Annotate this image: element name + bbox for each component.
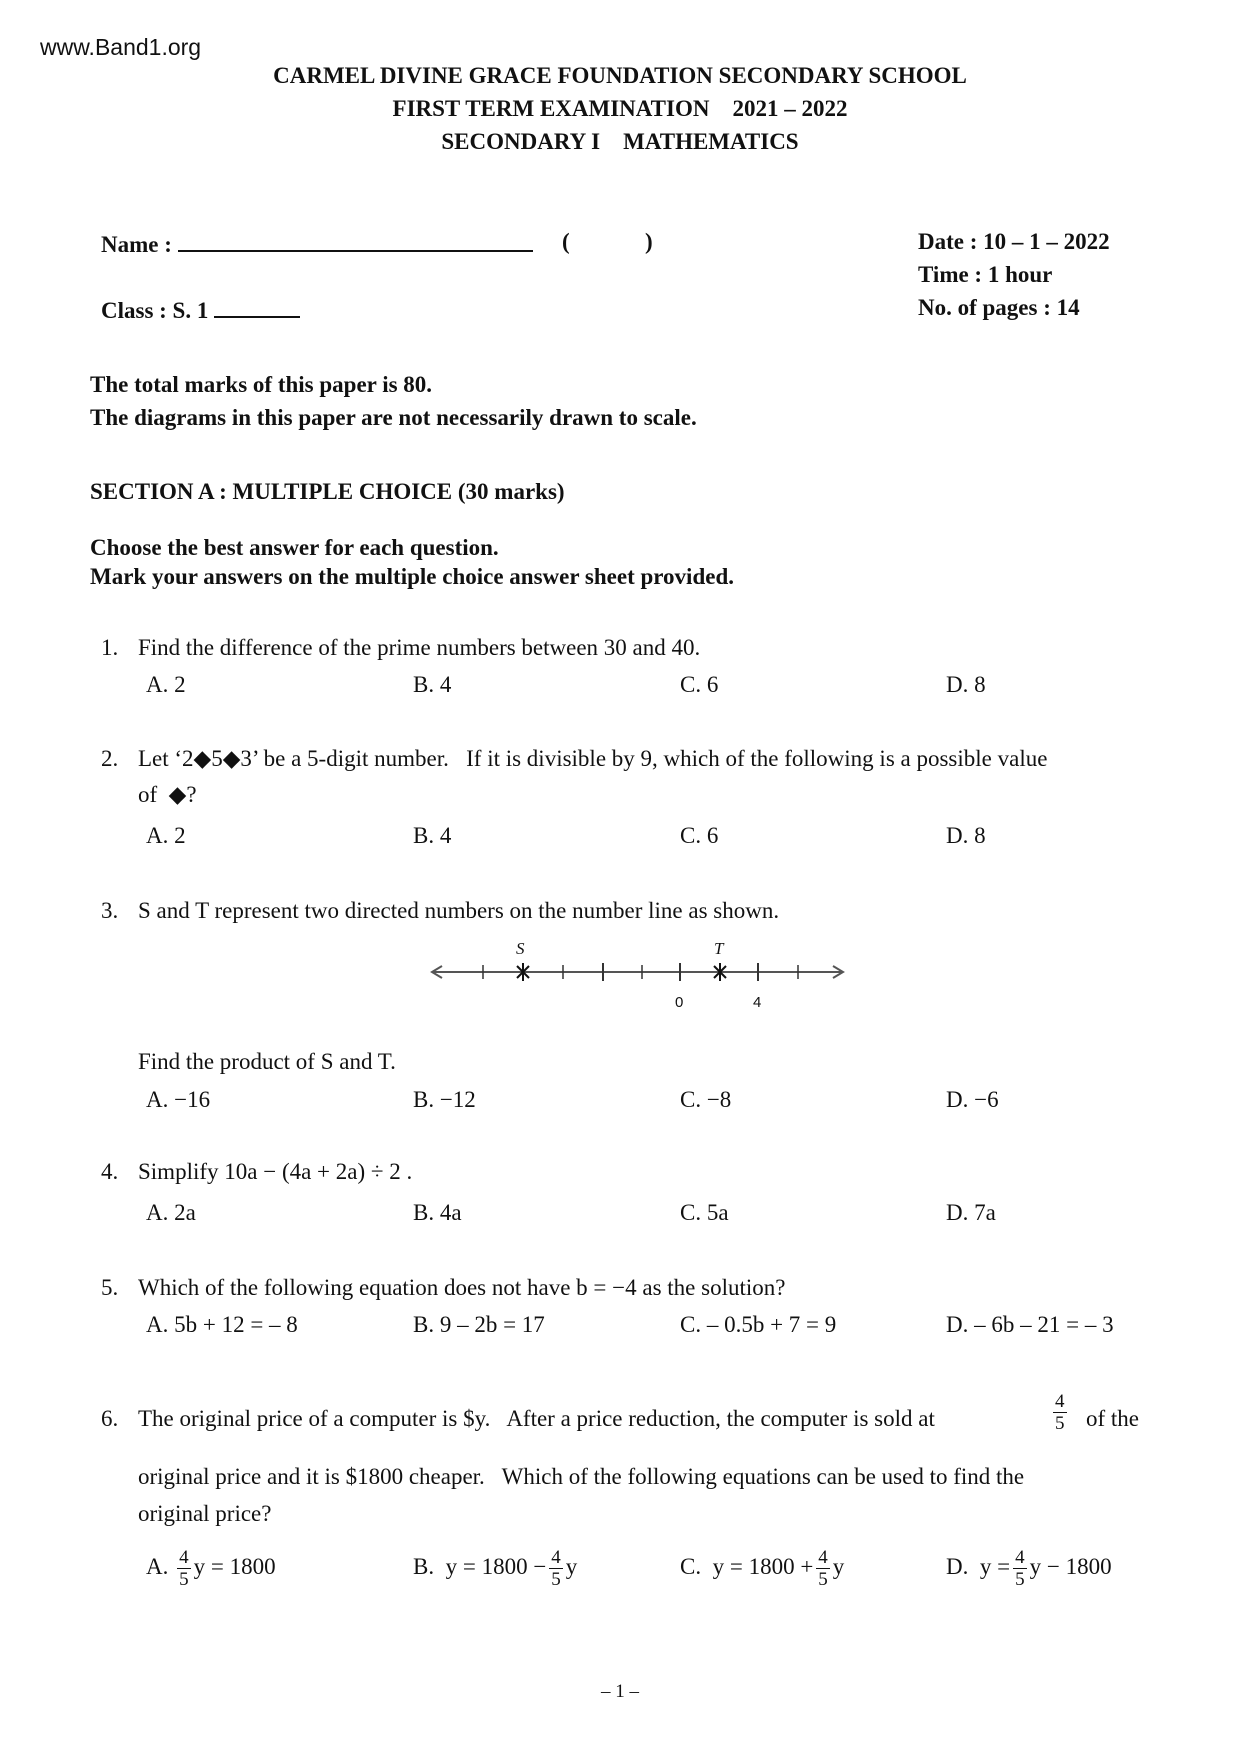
q5-number: 5. — [101, 1275, 119, 1300]
q6-option-b: B. y = 1800 − $\frac{4}{5}$ y — [413, 1547, 578, 1591]
school-name: CARMEL DIVINE GRACE FOUNDATION SECONDARY SCHOOL — [273, 63, 967, 88]
q1-option-a: A. 2 — [146, 672, 186, 697]
label-t: T — [714, 939, 724, 958]
q6-option-d: D. y = $\frac{4}{5}$ y − 1800 — [946, 1547, 1112, 1591]
q6-fraction: $\frac{4}{5}$ — [1055, 1391, 1065, 1434]
q2-number: 2. — [101, 746, 119, 771]
q6-text-end: of the — [1086, 1406, 1140, 1431]
label-s: S — [516, 939, 525, 958]
page-count: No. of pages : 14 — [918, 295, 1080, 320]
exam-title: FIRST TERM EXAMINATION 2021 – 2022 — [392, 96, 848, 121]
q4-number: 4. — [101, 1159, 119, 1184]
q1-number: 1. — [101, 635, 119, 660]
q6-option-a: A. $\frac{4}{5}$ y = 1800 — [146, 1547, 276, 1591]
q4-option-c: C. 5a — [680, 1200, 729, 1225]
exam-date: Date : 10 – 1 – 2022 — [918, 229, 1110, 254]
q2-text-cont: of ◆? — [138, 782, 197, 807]
instruction-2: Mark your answers on the multiple choice answer sheet provided. — [90, 564, 734, 589]
q4-option-a: A. 2a — [146, 1200, 196, 1225]
q3-text-cont: Find the product of S and T. — [138, 1049, 396, 1074]
exam-time: Time : 1 hour — [918, 262, 1053, 287]
q3-option-d: D. −6 — [946, 1087, 999, 1112]
q4-text: Simplify 10a − (4a + 2a) ÷ 2 . — [138, 1159, 413, 1184]
watermark: www.Band1.org — [40, 34, 202, 60]
q5-option-a: A. 5b + 12 = – 8 — [146, 1312, 298, 1337]
q3-text: S and T represent two directed numbers on the number line as shown. — [138, 898, 780, 923]
label-zero: 0 — [675, 994, 684, 1011]
q1-option-d: D. 8 — [946, 672, 986, 697]
q6-text-cont2: original price? — [138, 1501, 272, 1526]
class-number-close: ) — [645, 229, 653, 254]
q2-option-d: D. 8 — [946, 823, 986, 848]
q5-text: Which of the following equation does not have b = −4 as the solution? — [138, 1275, 786, 1300]
instruction-1: Choose the best answer for each question. — [90, 535, 499, 560]
page-number: – 1 – — [601, 1681, 639, 1702]
q5-option-b: B. 9 – 2b = 17 — [413, 1312, 545, 1337]
q3-option-b: B. −12 — [413, 1087, 476, 1112]
q3-number: 3. — [101, 898, 119, 923]
q1-text: Find the difference of the prime numbers between 30 and 40. — [138, 635, 701, 660]
q6-number: 6. — [101, 1406, 119, 1431]
q1-option-c: C. 6 — [680, 672, 719, 697]
q6-text-cont: original price and it is $1800 cheaper. Which of the following equations can be used to find the — [138, 1464, 1025, 1489]
q2-option-c: C. 6 — [680, 823, 719, 848]
q5-option-d: D. – 6b – 21 = – 3 — [946, 1312, 1114, 1337]
q6-option-c: C. y = 1800 + $\frac{4}{5}$ y — [680, 1547, 845, 1591]
q6-text: The original price of a computer is $y. After a price reduction, the computer is sold at — [138, 1406, 935, 1431]
label-four: 4 — [753, 994, 762, 1011]
diagram-note: The diagrams in this paper are not necessarily drawn to scale. — [90, 405, 697, 430]
q3-option-a: A. −16 — [146, 1087, 211, 1112]
subject-title: SECONDARY I MATHEMATICS — [441, 129, 799, 154]
q1-option-b: B. 4 — [413, 672, 452, 697]
q2-text: Let ‘2◆5◆3’ be a 5-digit number. If it is divisible by 9, which of the following is a possible value — [138, 746, 1048, 771]
name-label: Name : — [101, 232, 172, 257]
class-label: Class : S. 1 — [101, 298, 209, 323]
q4-option-d: D. 7a — [946, 1200, 996, 1225]
q5-option-c: C. – 0.5b + 7 = 9 — [680, 1312, 837, 1337]
section-title: SECTION A : MULTIPLE CHOICE (30 marks) — [90, 479, 565, 504]
q2-option-a: A. 2 — [146, 823, 186, 848]
class-number-open: ( — [562, 229, 570, 254]
q4-option-b: B. 4a — [413, 1200, 462, 1225]
q2-option-b: B. 4 — [413, 823, 452, 848]
total-marks-note: The total marks of this paper is 80. — [90, 372, 433, 397]
q3-option-c: C. −8 — [680, 1087, 732, 1112]
